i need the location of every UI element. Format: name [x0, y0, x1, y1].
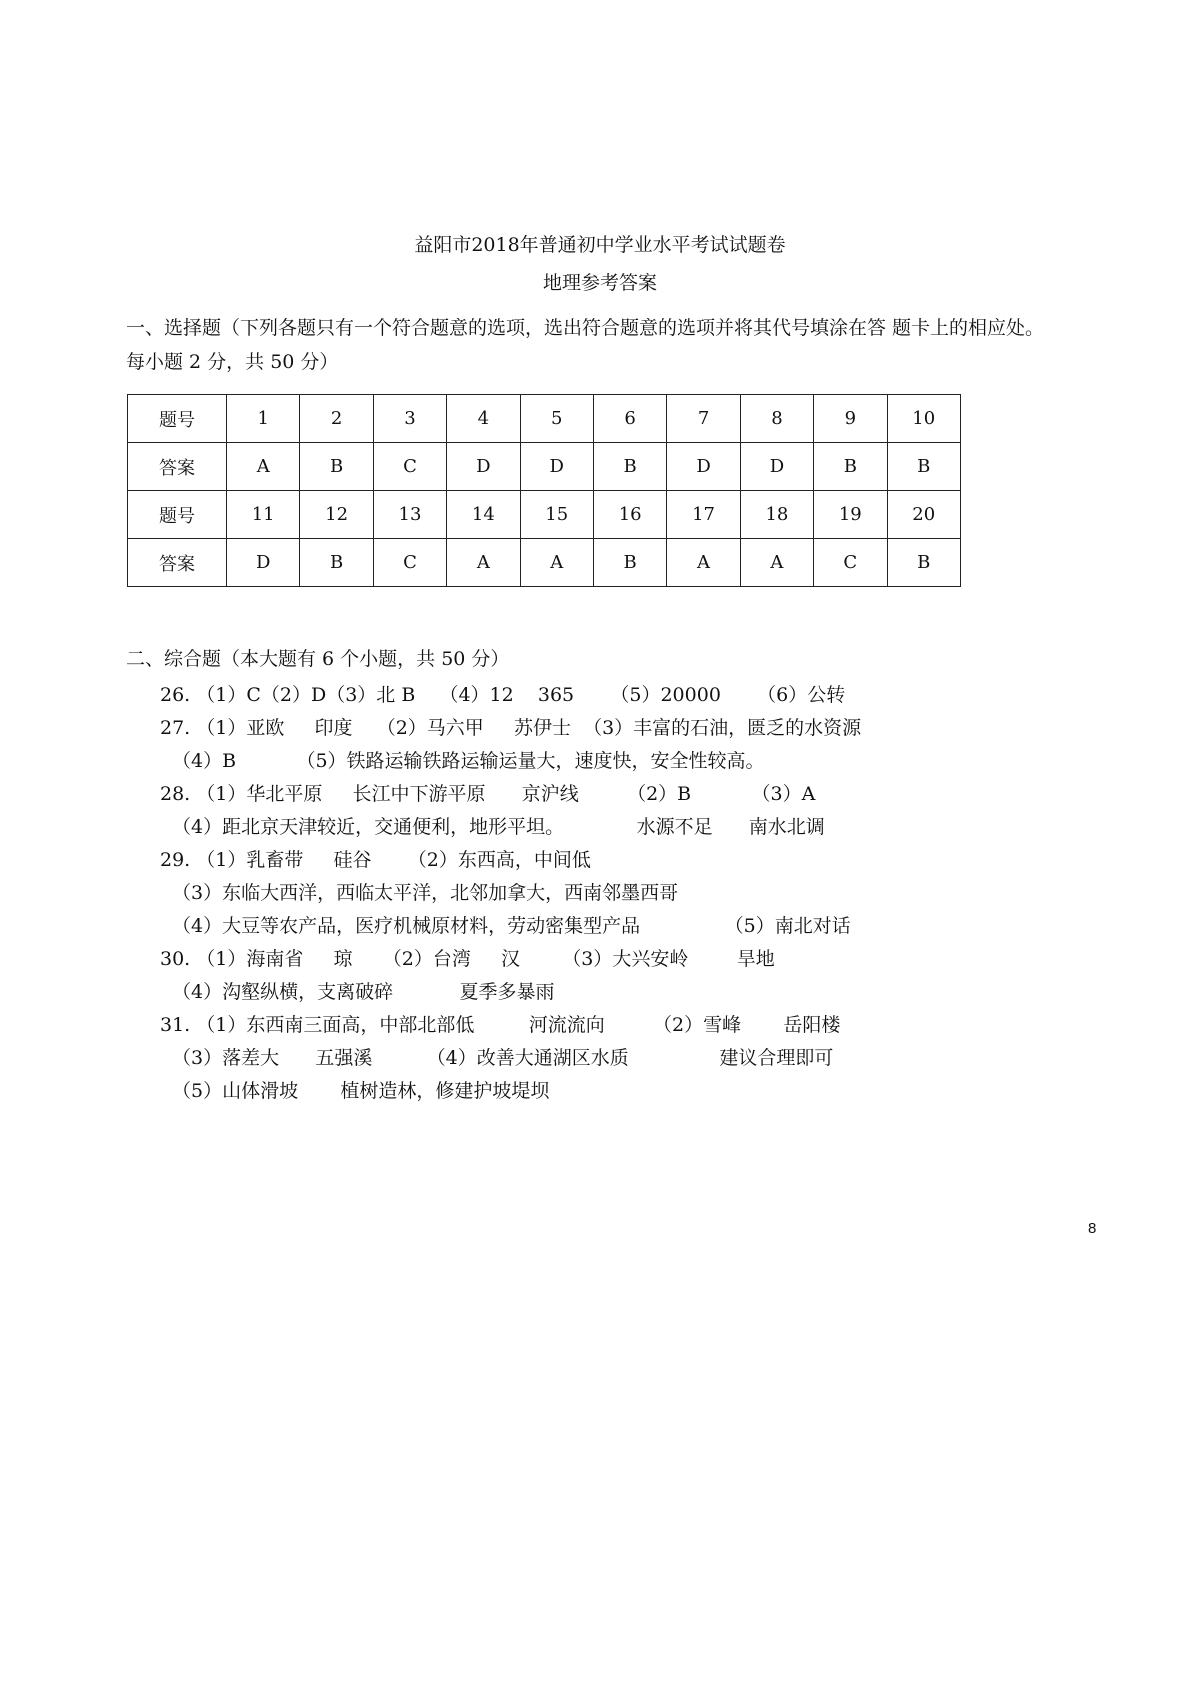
answer-cell: A	[740, 539, 813, 587]
question-number: 13	[373, 491, 446, 539]
answer-cell: A	[520, 539, 593, 587]
question-number: 5	[520, 395, 593, 443]
answer-line-31: 31. （1）东西南三面高，中部北部低 河流流向 （2）雪峰 岳阳楼	[160, 1014, 841, 1036]
question-number: 18	[740, 491, 813, 539]
answer-line-31-cont: （3）落差大 五强溪 （4）改善大通湖区水质 建议合理即可	[172, 1047, 834, 1069]
answer-line-29-cont2: （4）大豆等农产品，医疗机械原材料，劳动密集型产品 （5）南北对话	[172, 915, 851, 937]
question-number: 16	[593, 491, 666, 539]
question-number: 3	[373, 395, 446, 443]
row-label: 题号	[128, 491, 227, 539]
question-number: 9	[814, 395, 887, 443]
answer-cell: D	[740, 443, 813, 491]
answer-cell: D	[667, 443, 740, 491]
answer-cell: B	[593, 539, 666, 587]
question-number: 7	[667, 395, 740, 443]
answer-line-26: 26. （1）C（2）D（3）北 B （4）12 365 （5）20000 （6）公转	[160, 684, 846, 706]
answer-line-27: 27. （1）亚欧 印度 （2）马六甲 苏伊士 （3）丰富的石油，匮乏的水资源	[160, 717, 862, 739]
table-row	[128, 395, 961, 443]
table-row	[128, 443, 961, 491]
answer-cell: D	[520, 443, 593, 491]
question-number: 15	[520, 491, 593, 539]
question-number: 6	[593, 395, 666, 443]
answer-table	[127, 394, 961, 587]
question-number: 19	[814, 491, 887, 539]
answer-line-28-cont: （4）距北京天津较近，交通便利，地形平坦。 水源不足 南水北调	[172, 816, 825, 838]
answer-line-29-cont: （3）东临大西洋，西临太平洋，北邻加拿大，西南邻墨西哥	[172, 882, 679, 904]
table-row	[128, 491, 961, 539]
question-number: 11	[227, 491, 300, 539]
table-row	[128, 539, 961, 587]
question-number: 2	[300, 395, 373, 443]
answer-cell: A	[447, 539, 520, 587]
question-number: 10	[887, 395, 960, 443]
question-number: 8	[740, 395, 813, 443]
answer-line-29: 29. （1）乳畜带 硅谷 （2）东西高，中间低	[160, 849, 591, 871]
answer-cell: B	[300, 443, 373, 491]
row-label: 答案	[128, 539, 227, 587]
answer-cell: D	[447, 443, 520, 491]
row-label: 答案	[128, 443, 227, 491]
section2-heading: 二、综合题（本大题有 6 个小题，共 50 分）	[126, 648, 510, 670]
question-number: 4	[447, 395, 520, 443]
question-number: 12	[300, 491, 373, 539]
answer-cell: B	[887, 539, 960, 587]
page-title: 益阳市2018年普通初中学业水平考试试题卷	[414, 234, 786, 256]
answer-cell: B	[593, 443, 666, 491]
section1-instruction-line2: 每小题 2 分，共 50 分）	[126, 351, 339, 373]
answer-line-27-cont: （4）B （5）铁路运输铁路运输运量大，速度快，安全性较高。	[172, 750, 765, 772]
question-number: 14	[447, 491, 520, 539]
answer-cell: C	[814, 539, 887, 587]
page-subtitle: 地理参考答案	[542, 272, 657, 294]
answer-cell: B	[814, 443, 887, 491]
answer-line-30-cont: （4）沟壑纵横，支离破碎 夏季多暴雨	[172, 981, 555, 1003]
answer-cell: C	[373, 539, 446, 587]
section1-instruction-line1: 一、选择题（下列各题只有一个符合题意的选项，选出符合题意的选项并将其代号填涂在答 题卡上的相应处。	[126, 317, 1045, 339]
answer-cell: C	[373, 443, 446, 491]
answer-line-28: 28. （1）华北平原 长江中下游平原 京沪线 （2）B （3）A	[160, 783, 816, 805]
question-number: 17	[667, 491, 740, 539]
answer-cell: B	[300, 539, 373, 587]
answer-line-31-cont2: （5）山体滑坡 植树造林，修建护坡堤坝	[172, 1080, 550, 1102]
answer-cell: A	[667, 539, 740, 587]
row-label: 题号	[128, 395, 227, 443]
question-number: 1	[227, 395, 300, 443]
page-number: 8	[1088, 1220, 1097, 1237]
answer-cell: B	[887, 443, 960, 491]
answer-cell: D	[227, 539, 300, 587]
answer-cell: A	[227, 443, 300, 491]
question-number: 20	[887, 491, 960, 539]
answer-line-30: 30. （1）海南省 琼 （2）台湾 汉 （3）大兴安岭 旱地	[160, 948, 775, 970]
